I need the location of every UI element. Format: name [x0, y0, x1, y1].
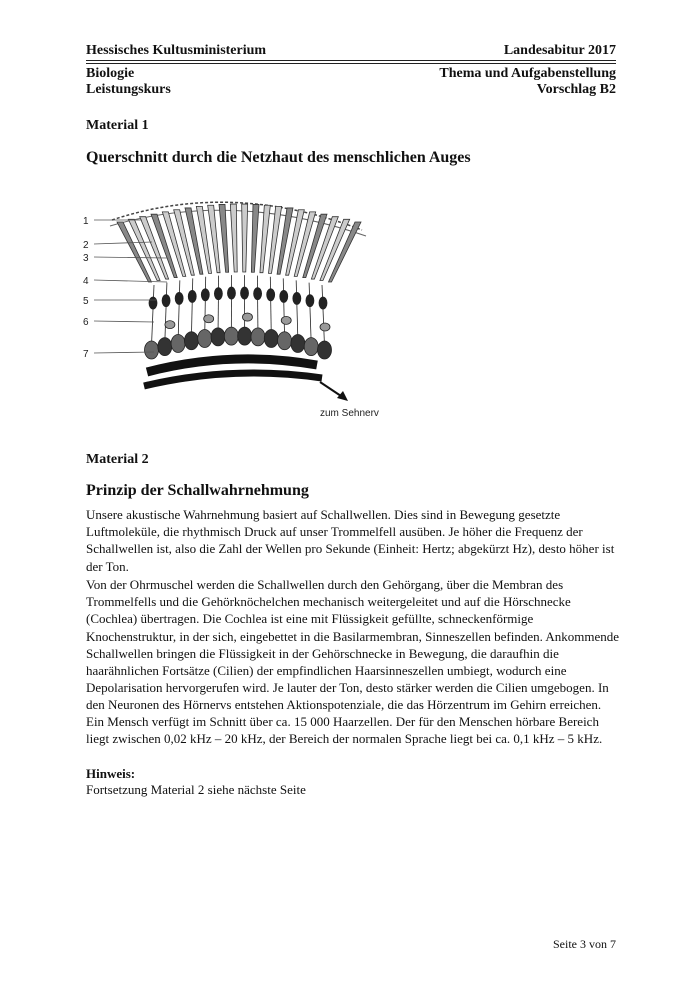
figure-label-7: 7: [83, 349, 89, 360]
bipolar-cell: [306, 295, 314, 307]
bipolar-cell: [267, 289, 275, 301]
amacrine-cell: [320, 323, 330, 331]
amacrine-cell: [281, 316, 291, 324]
paragraph-hair-cells: Ein Mensch verfügt im Schnitt über ca. 15 000 Haarzellen. Der für den Menschen hörbare Bereich liegt zwischen 0,02 kHz – 20 kHz, der Bereich der normalen Sprache liegt bei ca. 0,1 kHz – 5 kHz.: [86, 714, 603, 747]
amacrine-cell: [204, 315, 214, 323]
optic-nerve-label: zum Sehnerv: [320, 408, 379, 419]
bipolar-cell: [241, 287, 249, 299]
ganglion-cell: [171, 334, 185, 352]
amacrine-cell: [242, 313, 252, 321]
photoreceptor: [242, 204, 248, 272]
paragraph-sound-waves: Unsere akustische Wahrnehmung basiert auf Schallwellen. Dies sind in Bewegung gesetzte Luftmoleküle, die rhythmisch Druck auf unser Trommelfell ausüben. Je höher die Frequenz der Schallwellen ist, also die Zahl der Wellen pro Sekunde (Einheit: Hertz; abgekürzt Hz), desto höher ist der Ton.: [86, 507, 615, 574]
header-rule-top: [86, 60, 616, 61]
hint-text: Fortsetzung Material 2 siehe nächste Seite: [86, 782, 306, 797]
ganglion-cell: [145, 341, 159, 359]
retina-cross-section-figure: [82, 190, 392, 425]
figure-label-5: 5: [83, 296, 89, 307]
ganglion-cell: [318, 341, 332, 359]
ganglion-cell: [224, 327, 238, 345]
bipolar-cell: [293, 292, 301, 304]
figure-label-3: 3: [83, 253, 89, 264]
subject: Biologie: [86, 66, 135, 81]
paragraph-cochlea: Von der Ohrmuschel werden die Schallwellen durch den Gehörgang, über die Membran des Trommelfells und die Gehörknöchelchen mechanisch weitergeleitet und auf die Hörschnecke (Cochlea) übertragen. Die Cochlea ist eine mit Flüssigkeit gefüllte, schneckenförmige Knochenstruktur, in der sich, eingebettet in die Basilarmembran, Sinneszellen befinden. Ankommende Schallwellen bringen die Flüssigkeit in der Gehörschnecke in Bewegung, die daraufhin die haarähnlichen Fortsätze (Cilien) der empfindlichen Haarsinneszellen umbiegt, wodurch eine Depolarisation hervorgerufen wird. Je lauter der Ton, desto stärker werden die Cilien umgebogen. In den Neuronen des Hörnervs entstehen Aktionspotenziale, die das Hörzentrum im Gehirn erreichen.: [86, 577, 620, 713]
photoreceptor: [219, 204, 229, 272]
photoreceptor: [230, 204, 237, 272]
bipolar-cell: [280, 290, 288, 302]
ganglion-cell: [291, 334, 305, 352]
ganglion-cell: [238, 327, 252, 345]
bipolar-cell: [188, 290, 196, 302]
amacrine-cell: [165, 321, 175, 329]
header-ministry: Hessisches Kultusministerium: [86, 43, 267, 58]
proposal-label: Vorschlag B2: [536, 82, 616, 97]
header-exam: Landesabitur 2017: [503, 43, 616, 58]
figure-label-6: 6: [83, 317, 89, 328]
material-1-heading: Material 1: [86, 118, 149, 133]
figure-label-4: 4: [83, 276, 89, 287]
bipolar-cell: [227, 287, 235, 299]
ganglion-cell: [264, 329, 278, 347]
page-number: Seite 3 von 7: [553, 937, 616, 951]
figure-label-2: 2: [83, 240, 89, 251]
ganglion-cell: [211, 328, 225, 346]
bipolar-cell: [201, 289, 209, 301]
bipolar-cell: [319, 297, 327, 309]
photoreceptor: [251, 204, 259, 272]
material-2-heading: Material 2: [86, 452, 149, 467]
ganglion-cell: [198, 329, 212, 347]
course-level: Leistungskurs: [86, 82, 171, 97]
figure-label-1: 1: [83, 216, 89, 227]
ganglion-cell: [278, 332, 292, 350]
material-1-title: Querschnitt durch die Netzhaut des menschlichen Auges: [86, 149, 471, 166]
ganglion-cell: [251, 328, 265, 346]
ganglion-cell: [158, 338, 172, 356]
photoreceptor: [260, 205, 270, 272]
bipolar-cell: [162, 295, 170, 307]
topic-label: Thema und Aufgabenstellung: [439, 66, 616, 81]
bipolar-cell: [254, 288, 262, 300]
material-2-title: Prinzip der Schallwahrnehmung: [86, 482, 309, 499]
hint-heading: Hinweis:: [86, 766, 136, 781]
bipolar-cell: [214, 288, 222, 300]
bipolar-cell: [175, 292, 183, 304]
ganglion-cell: [304, 338, 318, 356]
header-rule-bottom: [86, 63, 616, 64]
ganglion-cell: [184, 332, 198, 350]
bipolar-cell: [149, 297, 157, 309]
